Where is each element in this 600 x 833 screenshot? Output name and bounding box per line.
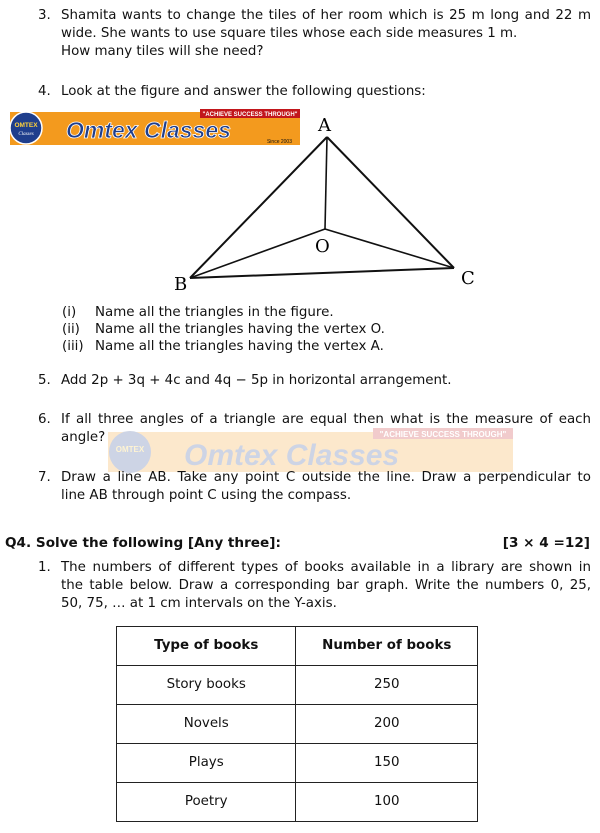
question-text-line: Shamita wants to change the tiles of her room which is 25 m long and 22 m [61,8,591,23]
table-header-row [117,627,478,666]
column-header-number: Number of books [296,627,478,666]
question-text: Look at the figure and answer the following questions: [61,84,426,99]
logo-brand-text: Omtex Classes [66,117,231,143]
table-cell-type: Story books [117,666,296,705]
books-table [116,626,478,822]
vertex-label-a: A [318,115,331,136]
question-text-line: The numbers of different types of books available in a library are shown in [61,560,591,575]
section-marks: [3 × 4 =12] [502,535,590,551]
vertex-label-o: O [315,236,330,257]
question-text: Add 2p + 3q + 4c and 4q − 5p in horizontal arrangement. [61,373,452,388]
table-cell-type: Plays [117,744,296,783]
question-text-line: the table below. Draw a corresponding bar graph. Write the numbers 0, 25, [61,578,591,593]
sub-question-number: (ii) [62,322,80,337]
question-number: 4. [38,84,51,99]
table-cell-number: 150 [296,744,478,783]
triangle-figure [170,112,490,297]
logo-since-text: Since 2003 [266,139,292,145]
question-number: 6. [38,412,51,427]
question-text-line: If all three angles of a triangle are equal then what is the measure of each [61,412,591,427]
segment-ab [190,137,327,278]
sub-question [62,321,385,339]
table-row [117,783,478,822]
question-text-line: angle? [61,430,106,445]
sub-question-number: (i) [62,305,77,320]
logo-badge-text: OMTEX [14,122,38,129]
segment-bo [190,229,325,278]
section-heading: Q4. Solve the following [Any three]: [5,535,281,551]
sub-question [62,338,384,356]
question-text-line: Draw a line AB. Take any point C outside the line. Draw a perpendicular to [61,470,591,485]
segment-bc [190,268,454,278]
table-row [117,744,478,783]
question-text-line: line AB through point C using the compass. [61,488,352,503]
watermark-badge-text: OMTEX [115,445,145,454]
sub-question-text: Name all the triangles having the vertex O. [95,322,385,337]
column-header-type: Type of books [117,627,296,666]
table-cell-number: 100 [296,783,478,822]
sub-question-text: Name all the triangles having the vertex A. [95,339,384,354]
vertex-label-b: B [174,274,188,295]
sub-question-number: (iii) [62,339,84,354]
table-cell-type: Novels [117,705,296,744]
table-row [117,666,478,705]
question-number: 1. [38,560,51,575]
watermark-brand-text: Omtex Classes [184,439,400,472]
watermark-tagline: "ACHIEVE SUCCESS THROUGH" [379,430,507,439]
sub-question [62,304,334,322]
question-text-line: wide. She wants to use square tiles whose each side measures 1 m. [61,26,518,41]
vertex-label-c: C [461,268,475,289]
question-text-line: How many tiles will she need? [61,44,264,59]
question-number: 3. [38,8,51,23]
logo-tagline: "ACHIEVE SUCCESS THROUGH" [202,112,298,118]
table-cell-number: 200 [296,705,478,744]
segment-ao [325,137,327,229]
logo-badge-subtext: Classes [18,132,34,137]
table-row [117,705,478,744]
table-cell-number: 250 [296,666,478,705]
question-text-line: 50, 75, … at 1 cm intervals on the Y-axis. [61,596,337,611]
question-number: 5. [38,373,51,388]
table-cell-type: Poetry [117,783,296,822]
question-number: 7. [38,470,51,485]
sub-question-text: Name all the triangles in the figure. [95,305,334,320]
